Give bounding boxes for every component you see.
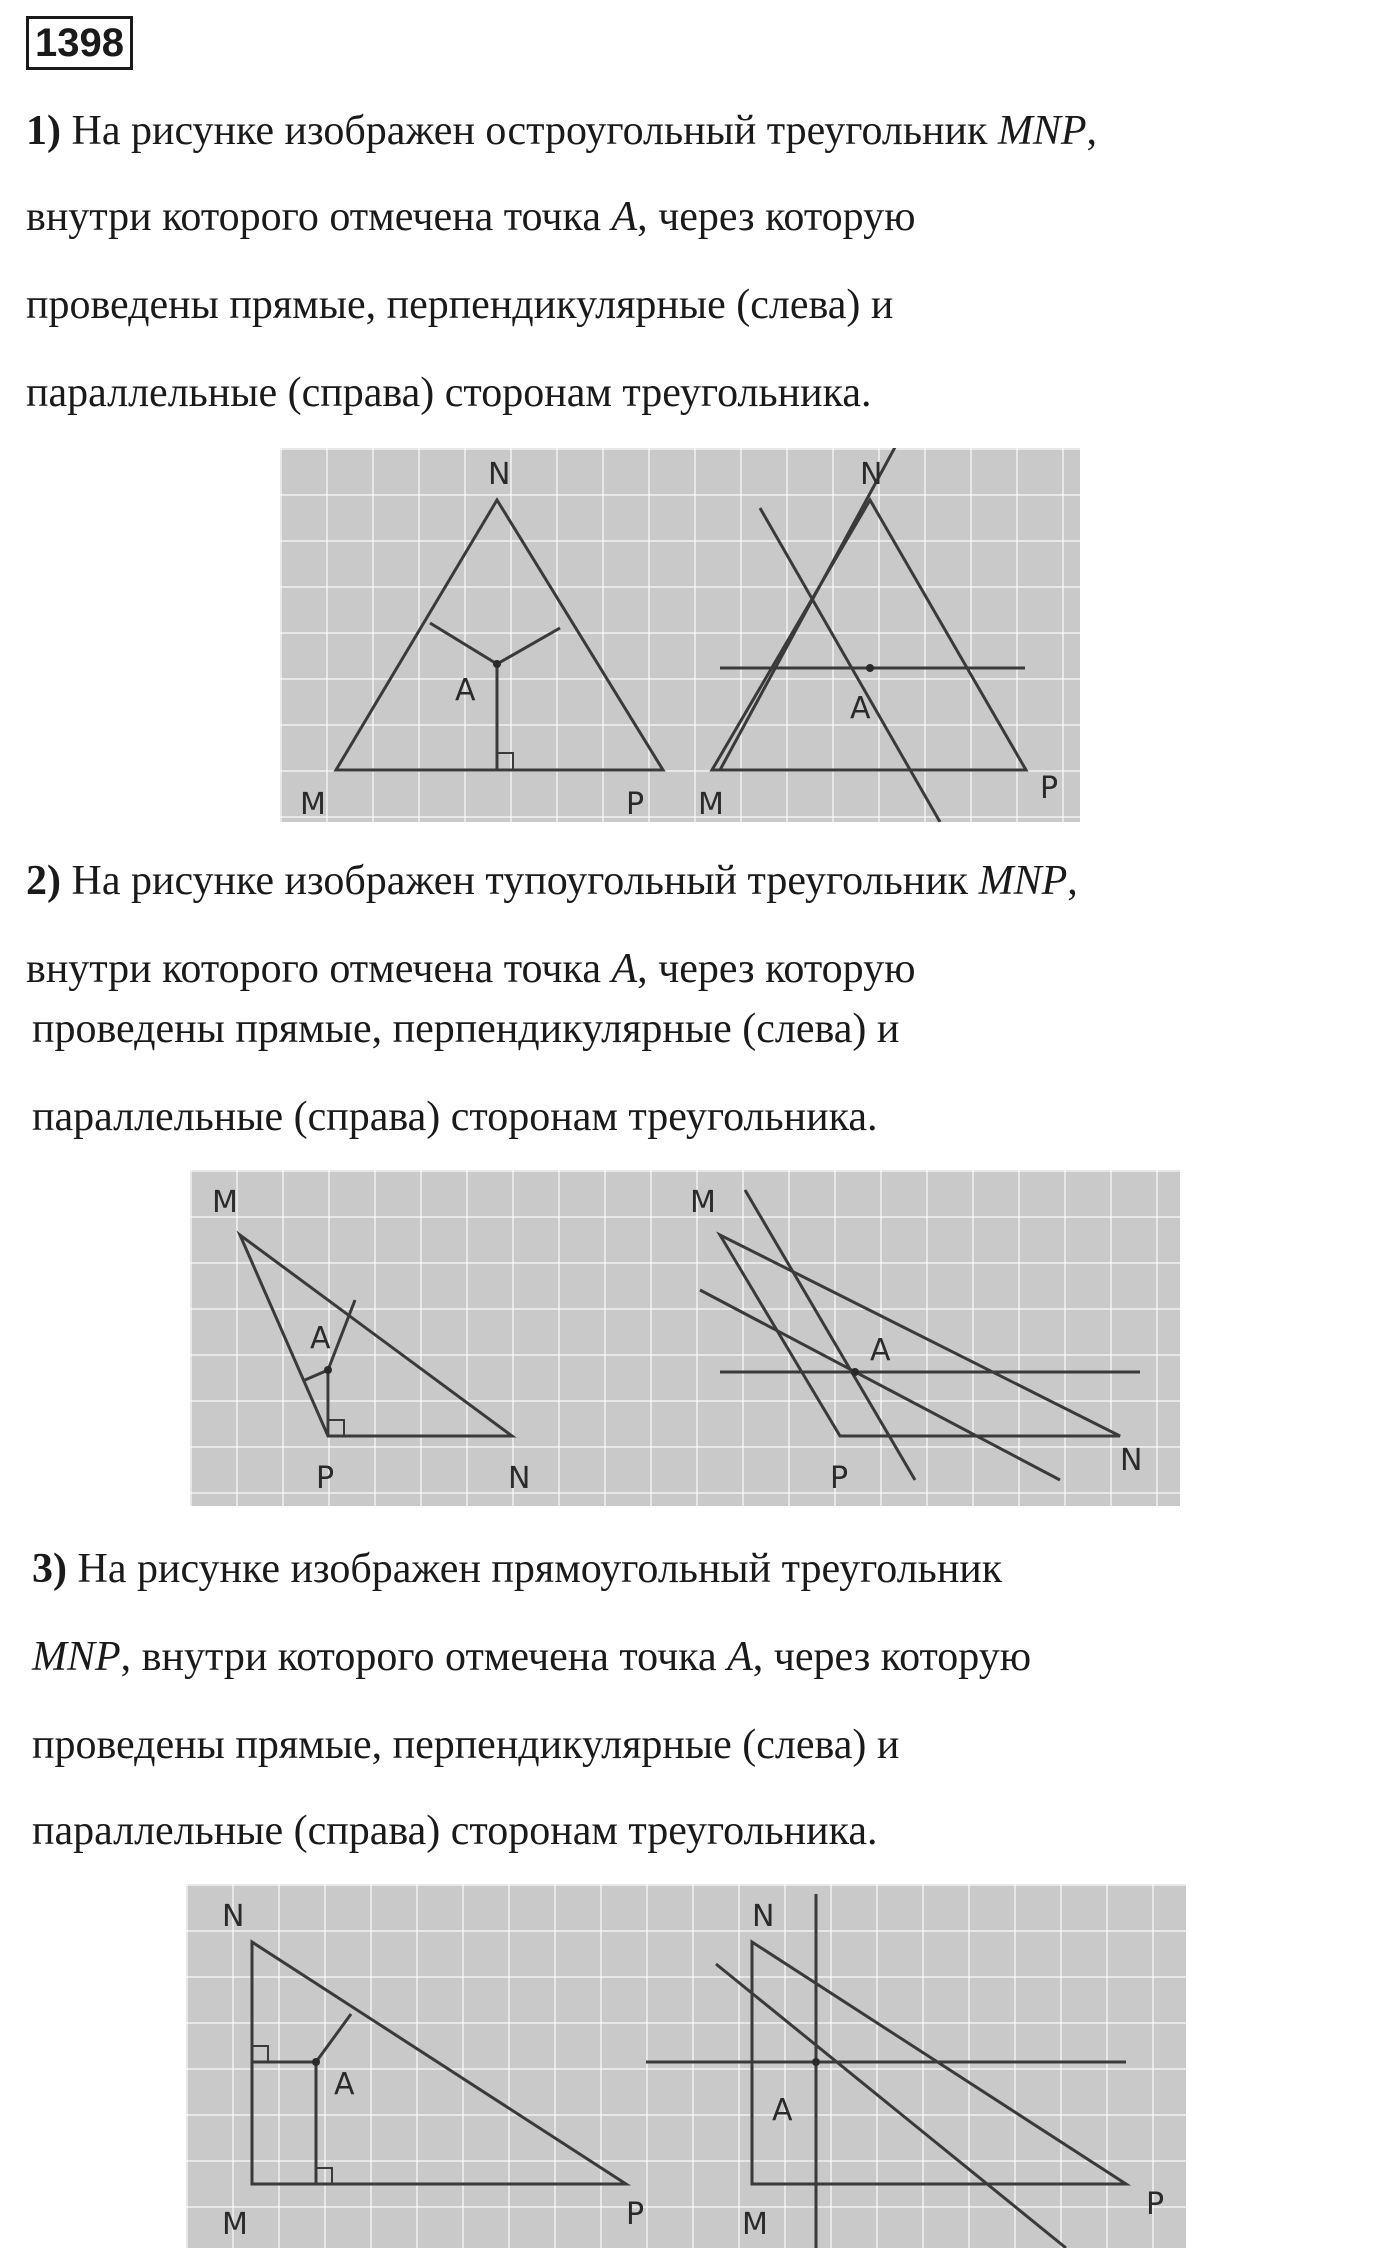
figure-1 [280, 448, 1080, 822]
parallel-2 [760, 508, 940, 822]
figure-2-drawing [190, 1170, 1180, 1506]
perp-3 [497, 628, 560, 664]
label-n-2: N [860, 457, 883, 492]
figure-2 [190, 1170, 1180, 1506]
s1-line2 [26, 192, 915, 242]
text: На рисунке изображен тупоугольный треугольник [71, 858, 979, 904]
s2-line2 [26, 944, 915, 994]
label-n-2: N [752, 1899, 775, 1934]
var: MNP [997, 108, 1087, 154]
s3-line1 [32, 1544, 1002, 1594]
label-a: A [334, 2067, 355, 2102]
label-m: M [300, 787, 326, 822]
point-a-2 [851, 1368, 859, 1376]
s3-number: 3) [32, 1546, 67, 1592]
text: , [1067, 858, 1078, 904]
label-m-2: M [690, 1185, 716, 1220]
label-a-2: A [870, 1333, 891, 1368]
figure-1-drawing [280, 448, 1080, 822]
text: , [1086, 108, 1098, 154]
text: , через которую [637, 946, 916, 992]
label-n: N [222, 1899, 245, 1934]
var: A [611, 946, 638, 992]
triangle-left [240, 1235, 512, 1436]
s3-line4: параллельные (справа) сторонам треугольника. [32, 1808, 878, 1854]
label-p: P [626, 2197, 645, 2232]
perp-3 [316, 2014, 351, 2062]
var: A [727, 1634, 753, 1680]
problem-number: 1398 [26, 16, 133, 70]
var: MNP [978, 858, 1068, 904]
label-a-2: A [772, 2093, 793, 2128]
label-p-2: P [830, 1461, 849, 1496]
triangle-right [712, 500, 1026, 770]
label-m-2: M [742, 2207, 768, 2242]
point-a-2 [812, 2058, 820, 2066]
right-angle-mark [252, 2046, 268, 2062]
parallel-1 [720, 448, 900, 770]
s2-number: 2) [26, 858, 61, 904]
point-a-2 [866, 664, 874, 672]
var: MNP [32, 1634, 121, 1680]
label-n: N [508, 1461, 531, 1496]
right-angle-mark [328, 1420, 344, 1436]
s3-line2 [32, 1632, 1031, 1682]
right-angle-mark-2 [316, 2168, 332, 2184]
s2-line4: параллельные (справа) сторонам треугольника. [32, 1094, 878, 1140]
s1-line1 [26, 106, 1097, 156]
text: , через которую [752, 1634, 1032, 1680]
label-m: M [212, 1185, 238, 1220]
label-a: A [455, 673, 476, 708]
s1-number: 1) [26, 108, 61, 154]
figure-3 [186, 1884, 1186, 2248]
s3-line3: проведены прямые, перпендикулярные (слева) и [32, 1722, 900, 1768]
text: , внутри которого отмечена точка [120, 1634, 728, 1680]
point-a [324, 1366, 332, 1374]
s1-line4: параллельные (справа) сторонам треугольника. [26, 370, 872, 416]
s1-line3: проведены прямые, перпендикулярные (слева) и [26, 282, 894, 328]
label-p-2: P [1040, 771, 1059, 806]
label-p: P [626, 787, 645, 822]
label-m: M [222, 2207, 248, 2242]
text: внутри которого отмечена точка [26, 946, 612, 992]
right-angle-mark [497, 753, 513, 770]
point-a [312, 2058, 320, 2066]
parallel-2 [700, 1290, 1060, 1480]
s2-line1 [26, 856, 1078, 906]
label-p: P [316, 1461, 335, 1496]
s2-line3: проведены прямые, перпендикулярные (слева) и [32, 1006, 900, 1052]
label-p-2: P [1146, 2187, 1165, 2222]
label-n-2: N [1120, 1443, 1143, 1478]
parallel-3 [716, 1964, 1066, 2248]
perp-2 [430, 623, 497, 664]
point-a [493, 660, 501, 668]
triangle-left [336, 500, 663, 770]
text: , через которую [637, 194, 916, 240]
figure-3-drawing [186, 1884, 1186, 2248]
label-m-2: M [698, 787, 724, 822]
text: На рисунке изображен остроугольный треугольник [71, 108, 998, 154]
text: На рисунке изображен прямоугольный треугольник [77, 1546, 1003, 1592]
var: A [611, 194, 638, 240]
text: внутри которого отмечена точка [26, 194, 612, 240]
label-a: A [310, 1321, 331, 1356]
label-a-2: A [850, 691, 871, 726]
label-n: N [488, 457, 511, 492]
